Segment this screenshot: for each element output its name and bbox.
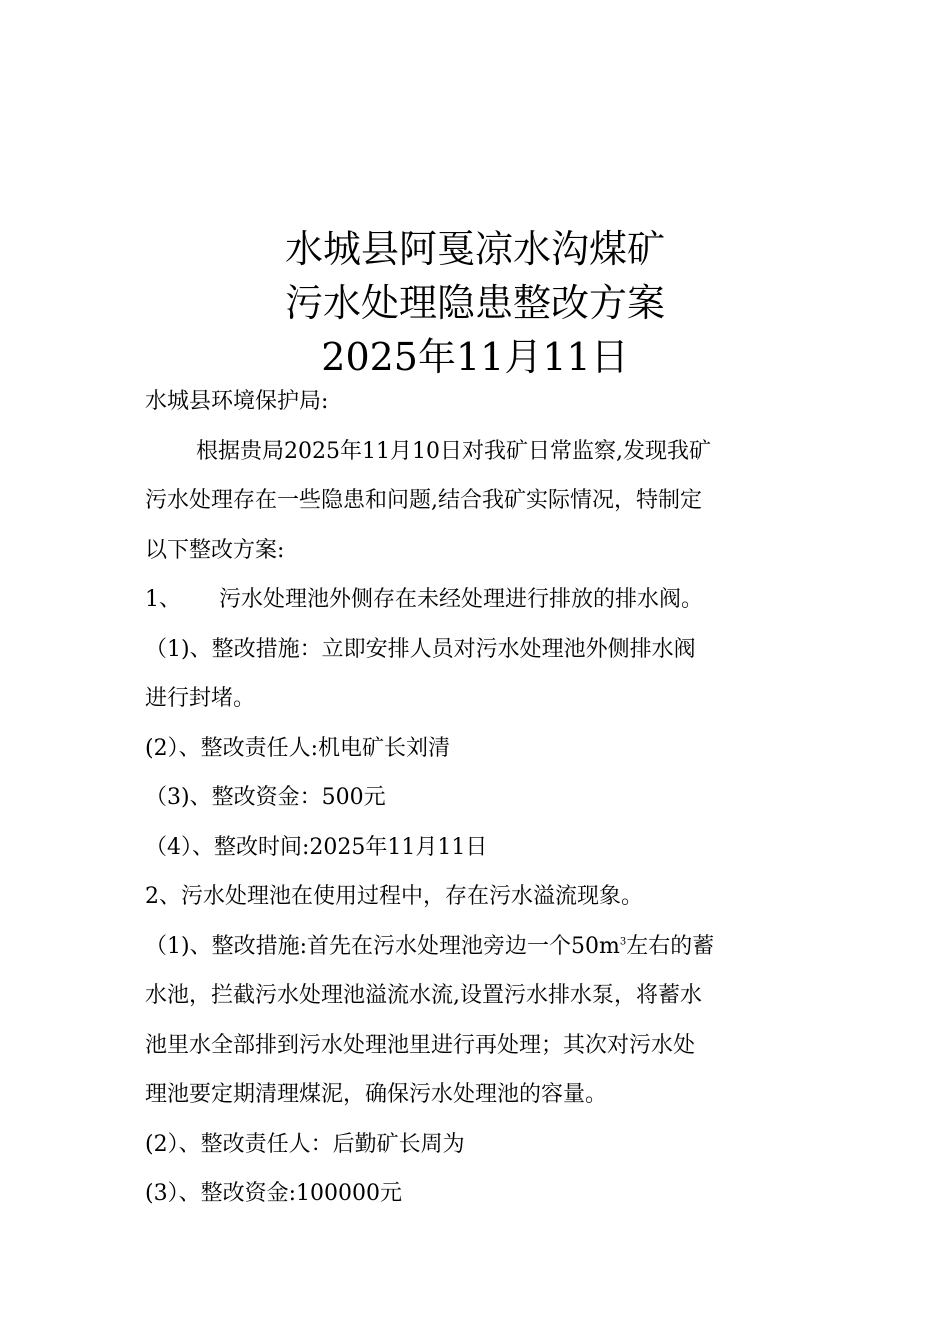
item1-measures-line: （1)、整改措施：立即安排人员对污水处理池外侧排水阀: [145, 636, 696, 662]
cubic-superscript: 3: [619, 936, 627, 948]
intro-line: 污水处理存在一些隐患和问题,结合我矿实际情况，特制定: [145, 488, 702, 513]
recipient-line: 水城县环境保护局:: [145, 389, 329, 414]
item1-time: （4）、整改时间:2025年11月11日: [145, 834, 488, 860]
title-line-date: 2025年11月11日: [321, 335, 629, 379]
item2-measures-line: 水池，拦截污水处理池溢流水流,设置污水排水泵，将蓄水: [145, 983, 702, 1008]
intro-line: 根据贵局2025年11月10日对我矿日常监察,发现我矿: [196, 438, 711, 464]
document-title: [0, 222, 950, 384]
item2-measures-line: 理池要定期清理煤泥，确保污水处理池的容量。: [145, 1082, 608, 1107]
item1-heading-text: 污水处理池外侧存在未经处理进行排放的排水阀。: [219, 587, 704, 612]
item1-measures-line: 进行封堵。: [145, 686, 256, 711]
title-line-mine-name: 水城县阿戛凉水沟煤矿: [284, 227, 665, 271]
item2-heading: 2、污水处理池在使用过程中，存在污水溢流现象。: [145, 884, 643, 909]
item2-measures-line: [145, 922, 810, 972]
item2-funds: (3）、整改资金:100000元: [145, 1181, 402, 1206]
item2-measures-text-end: 左右的蓄: [626, 933, 715, 959]
item1-responsible: (2）、整改责任人:机电矿长刘清: [145, 735, 450, 761]
document-body: [145, 377, 810, 1219]
intro-line: 以下整改方案:: [145, 537, 285, 563]
item1-number: 1、: [145, 587, 181, 612]
item1-heading: [145, 575, 810, 625]
title-line-plan-name: 污水处理隐患整改方案: [284, 281, 665, 325]
item2-responsible: (2）、整改责任人：后勤矿长周为: [145, 1131, 465, 1157]
item1-funds: （3)、整改资金：500元: [145, 785, 386, 810]
item2-measures-line: 池里水全部排到污水处理池里进行再处理；其次对污水处: [145, 1032, 696, 1058]
item2-measures-text: （1)、整改措施:首先在污水处理池旁边一个50m: [145, 933, 620, 959]
